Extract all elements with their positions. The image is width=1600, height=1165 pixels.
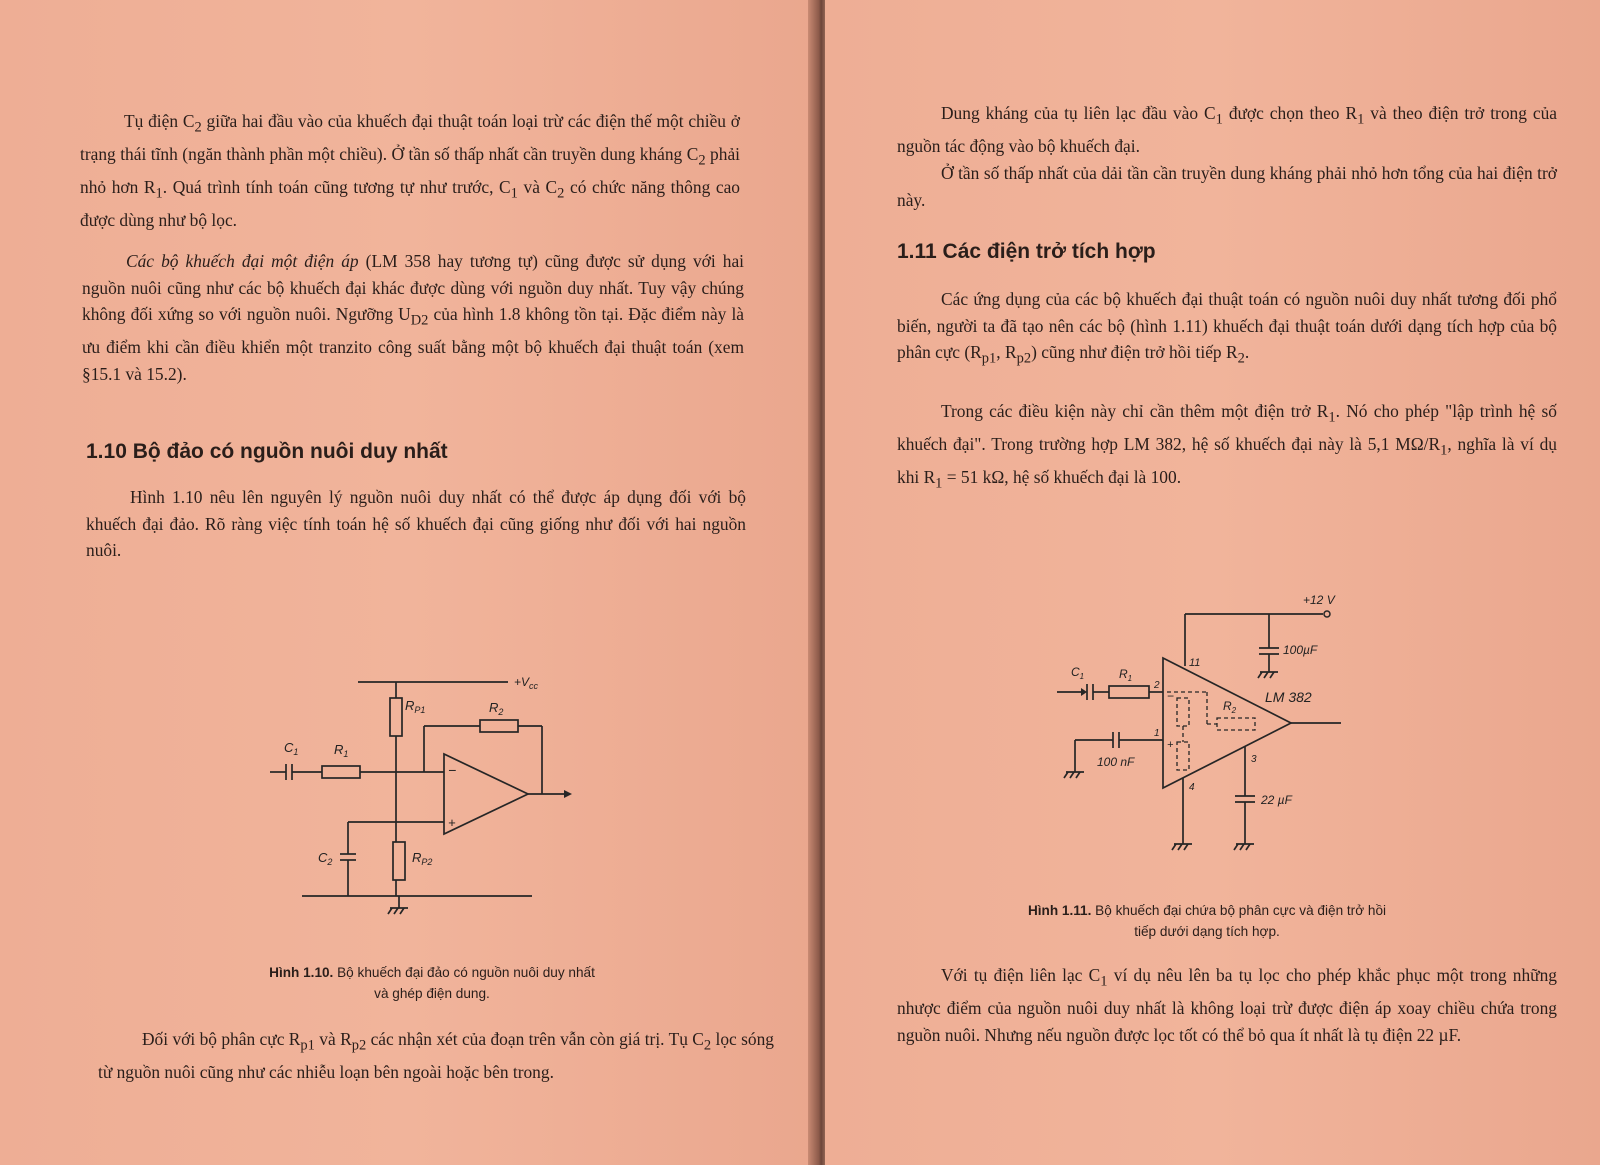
op-amp-symbol [444,754,528,834]
left-paragraph-3: Hình 1.10 nêu lên nguyên lý nguồn nuôi duy nhất có thể được áp dụng đối với bộ khuếch đại đảo. Rõ ràng việc tính toán hệ số khuếch đại cũng giống như đối với hai nguồn nuôi. [86,487,746,561]
r2-internal-label: $R_2$ [1223,699,1237,715]
input-arrow [1081,688,1087,696]
rp1-label: $R_{P1}$ [405,698,426,715]
r1-label: $R_1$ [1119,667,1133,683]
pin-1-label: 1 [1154,728,1160,739]
left-paragraph-1: Tụ điện $C_2$ giữa hai đầu vào của khuếch đại thuật toán loại trừ các điện thế một chiều ở trạng thái tĩnh (ngăn thành phần một chiều). Ở tần số thấp nhất cần truyền dung kháng $C_2$ phải nhỏ hơn $R_1$. Quá trình tính toán cũng tương tự như trước, $C_1$ và $C_2$ có chức năng thông cao được dùng như bộ lọc. [80,111,741,231]
r1-resistor [1109,686,1149,698]
pin-2-label: 2 [1154,680,1160,691]
right-paragraph-3: Các ứng dụng của các bộ khuếch đại thuật toán có nguồn nuôi duy nhất tương đối phổ biến, người ta đã tạo nên các bộ (hình 1.11) khuếch đại thuật toán dưới dạng tích hợp của bộ phân cực ($R_{p1}$, $R_{p2}$) cũng như điện trở hồi tiếp $R_2$. [897,289,1557,367]
internal-bias-network [1167,692,1255,770]
right-paragraph-1: Dung kháng của tụ liên lạc đầu vào $C_1$ được chọn theo $R_1$ và theo điện trở trong của nguồn tác động vào bộ khuếch đại. [897,103,1557,157]
r2-label: $R_2$ [489,700,504,717]
ground-icon [1234,844,1254,850]
vcc-label: $+V_{cc}$ [514,675,539,691]
left-paragraph-4: Đối với bộ phân cực $R_{p1}$ và $R_{p2}$ các nhận xét của đoạn trên vẫn còn giá trị. Tụ $C_2$ lọc sóng từ nguồn nuôi cũng như các nhiễu loạn bên ngoài hoặc bên trong. [98,1029,774,1083]
c100u-label: 100µF [1283,643,1318,657]
ground-icon [388,908,408,914]
figure-1-10-circuit [262,670,582,930]
supply-12v-label: +12 V [1303,593,1335,607]
r1-label: $R_1$ [334,742,349,759]
lm382-label: LM 382 [1265,689,1312,705]
right-paragraph-5: Với tụ điện liên lạc $C_1$ ví dụ nêu lên ba tụ lọc cho phép khắc phục một trong những nhược điểm của nguồn nuôi duy nhất là không loại trừ được điện áp xoay chiều chứa trong nguồn nuôi. Nhưng nếu nguồn được lọc tốt có thể bỏ qua ít nhất là tụ điện 22 µF. [897,965,1558,1045]
c1-label: $C_1$ [284,740,299,757]
r1-resistor [322,766,360,778]
section-heading-1-10: 1.10 Bộ đảo có nguồn nuôi duy nhất [86,440,448,463]
pin-11-label: 11 [1189,657,1201,669]
rp1-resistor [390,698,402,736]
ground-icon [1064,772,1084,778]
figure-1-11-caption: Hình 1.11. Bộ khuếch đại chứa bộ phân cực và điện trở hồi tiếp dưới dạng tích hợp. [1027,903,1387,939]
c1-label: $C_1$ [1071,665,1085,681]
chip-noninverting-sign: + [1167,739,1174,751]
right-paragraph-2: Ở tần số thấp nhất của dải tần cần truyền dung kháng phải nhỏ hơn tổng của hai điện trở này. [897,163,1557,210]
ground-icon [1172,844,1192,850]
c2-label: $C_2$ [318,850,333,867]
rp2-label: $R_{P2}$ [412,850,433,867]
output-arrow [564,790,572,798]
c100n-label: 100 nF [1097,755,1135,769]
left-paragraph-2: Các bộ khuếch đại một điện áp (LM 358 hay tương tự) cũng được sử dụng với hai nguồn nuôi cũng như các bộ khuếch đại khác được dùng với nguồn duy nhất. Tuy vậy chúng không đối xứng so với nguồn nuôi. Ngưỡng $U_{D2}$ của hình 1.8 không tồn tại. Đặc điểm này là ưu điểm khi cần điều khiển một tranzito công suất bằng một bộ khuếch đại thuật toán (xem §15.1 và 15.2). [82,251,745,384]
supply-terminal [1324,611,1330,617]
r2-resistor [480,720,518,732]
inverting-input-sign: − [448,762,457,778]
noninverting-input-sign: + [448,815,456,830]
c22u-label: 22 µF [1261,793,1292,807]
pin-3-label: 3 [1251,754,1257,765]
figure-1-11-circuit [1057,593,1377,866]
ground-icon [1258,672,1278,678]
figure-1-10-caption: Hình 1.10. Bộ khuếch đại đảo có nguồn nuôi duy nhất và ghép điện dung. [269,965,595,1001]
section-heading-1-11: 1.11 Các điện trở tích hợp [897,240,1156,263]
rp2-resistor [393,842,405,880]
chip-inverting-sign: − [1167,689,1175,703]
pin-4-label: 4 [1189,782,1195,793]
right-paragraph-4: Trong các điều kiện này chỉ cần thêm một điện trở $R_1$. Nó cho phép "lập trình hệ số khuếch đại". Trong trường hợp LM 382, hệ số khuếch đại này là 5,1 $M\Omega/R_1$, nghĩa là ví dụ khi $R_1 = 51$ kΩ, hệ số khuếch đại là 100. [897,401,1558,492]
right-page [825,0,1600,1165]
lm382-chip-symbol [1163,658,1291,788]
